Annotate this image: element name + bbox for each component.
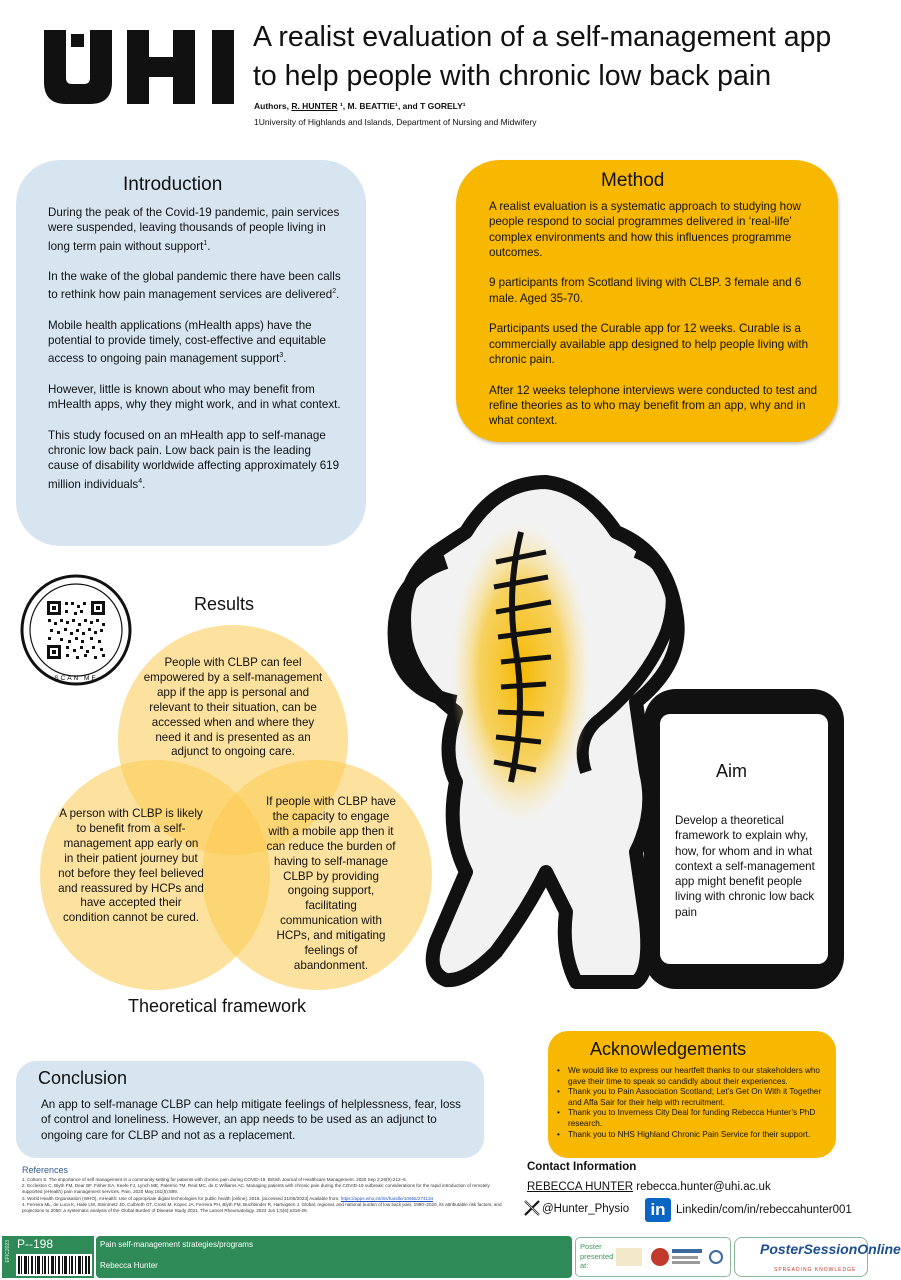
conclusion-panel [16,1061,484,1158]
method-paragraph-1: A realist evaluation is a systematic approach to studying how people respond to social programmes delivered in ‘real-life’ complex environments and how this influences programme outcomes. [489,200,801,259]
aim-title: Aim [716,761,747,781]
list-item: • We would like to express our heartfelt thanks to our stakeholders who gave their time to speak so candidly about their experiences. [554,1066,832,1087]
references-list [22,1177,510,1214]
barcode-icon [16,1254,92,1276]
list-item: • Thank you to NHS Highland Chronic Pain Service for their support. [554,1130,832,1141]
method-paragraph-4: After 12 weeks telephone interviews were conducted to test and refine theories as to who may benefit from an app, why and in what context. [489,383,818,428]
contact-name: REBECCA HUNTER [527,1181,634,1193]
affiliation: 1University of Highlands and Islands, Department of Nursing and Midwifery [254,117,537,127]
linkedin-icon: in [645,1198,671,1222]
reference-item: 2. Eccleston C, Blyth FM, Dear BF, Fisher EA, Keefe FJ, Lynch ME, Palermo TM, Reid MC, de C Williams AC. Managing patients with chronic pain during the COVID-19 outbreak: considerations for the rapid introduction of remotely supported (eHealth) pain management services. Pain. 2020 May;161(5):889. [22,1183,490,1195]
method-panel [456,160,838,442]
intro-paragraph-1: During the peak of the Covid-19 pandemic, pain services were suspended, leaving thousands of people living in long term pain without support$^1$. [48,206,340,253]
congress-logos [616,1244,726,1270]
aim-body: Develop a theoretical framework to explain why, how, for whom and in what context a self-management app might benefit people living with chronic low back pain [675,814,815,919]
title-line-2: to help people with chronic low back pain [253,60,772,92]
acknowledgements-title: Acknowledgements [590,1039,747,1059]
intro-paragraph-3: Mobile health applications (mHealth apps) have the potential to provide timely, cost-effective and equitable access to ongoing pain management support$^3$. [48,318,326,366]
reference-link[interactable]: https://apps.who.int/iris/handle/10665/274134 [340,1195,434,1201]
contact-line [527,1181,771,1193]
qr-label: SCAN ME [54,675,98,682]
acknowledgements-panel [548,1031,836,1158]
contact-title: Contact Information [527,1161,637,1173]
poster-session-online-tagline: SPREADING KNOWLEDGE [774,1267,857,1273]
efic-label: EFIC2023 [5,1240,11,1263]
conclusion-body: An app to self-manage CLBP can help mitigate feelings of helplessness, fear, loss of control and loneliness. However, an app needs to be used as an adjunct to ongoing care for CLBP and not as a replacement. [41,1098,461,1142]
method-paragraph-2: 9 participants from Scotland living with CLBP. 3 female and 6 male. Aged 35-70. [489,276,802,305]
presented-at-label: Poster presented at: [580,1242,614,1270]
contact-email[interactable]: rebecca.hunter@uhi.ac.uk [633,1181,771,1193]
results-title: Results [194,594,255,614]
venn-text-right: If people with CLBP have the capacity to engage with a mobile app then it can reduce the burden of having to self-manage CLBP by providing ongoing support, facilitating communication with HCPs, and mitigating feelings of abandonment. [266,795,396,972]
references-title: References [22,1165,69,1175]
reference-item: 1. Cottom S. The importance of self management in a community setting for patients with chronic pain during COVID-19. British Journal of Healthcare Management. 2020 Sep 2;26(9):212–6. [22,1177,407,1182]
footer-author: Rebecca Hunter [100,1261,158,1270]
footer-topic: Pain self-management strategies/programs [100,1240,253,1249]
poster-session-online-logo: PosterSessionOnline [760,1241,901,1257]
poster-code: P--198 [17,1237,54,1251]
reference-item: 3. World Health Organisation (WHO), mHealth: Use of appropriate digital technologies for public health [online]. 2018. [accessed 31/05/2023] Available from: https://apps.who.int/iris/handle/10665/274134 [22,1195,434,1201]
intro-paragraph-5: This study focused on an mHealth app to self-manage chronic low back pain. Low back pain is the leading cause of disability worldwide affecting approximately 619 million individuals$^4$. [48,428,340,491]
method-body [489,199,824,444]
authors [254,101,466,111]
venn-text-top: People with CLBP can feel empowered by a self-management app if the app is personal and relevant to their situation, can be accessed when and where they need it and is presented as an adjunct to ongoing care. [143,656,323,759]
introduction-body [48,205,344,507]
acknowledgements-list [554,1066,832,1140]
list-item: • Thank you to Pain Association Scotland; Let’s Get On With it Together and Affa Sair for their help with recruitment. [554,1087,832,1108]
method-paragraph-3: Participants used the Curable app for 12 weeks. Curable is a commercially available app designed to help people living with chronic pain. [489,322,809,366]
introduction-panel [16,160,366,546]
qr-code[interactable] [20,574,132,686]
venn-text-left: A person with CLBP is likely to benefit from a self-management app early on in their patient journey but not before they feel believed and reassured by HCPs and have accepted their condition cannot be cured. [58,807,204,925]
twitter-handle[interactable]: @Hunter_Physio [542,1203,630,1215]
title-line-1: A realist evaluation of a self-management app [253,21,832,53]
x-twitter-icon [524,1200,540,1216]
uhi-logo [44,30,234,104]
authors-prefix: Authors, [254,101,292,111]
theoretical-framework-title: Theoretical framework [128,996,307,1016]
method-title: Method [601,170,665,191]
reference-item: 4. Ferreira ML, de Luca K, Haile LM, Steinmetz JD, Culbreth GT, Cross M, Kopec JA, Ferreira PH, Blyth FM, Buchbinder R, Hartvigsen J. Global, regional, and national burden of low back pain, 1990–2020, its attributable risk factors, and projections to 2050: a systematic analysis of the Global Burden of Disease Study 2021. The Lancet Rheumatology. 2023 Jun 1;5(6):e316-29. [22,1201,502,1214]
intro-paragraph-4: However, little is known about who may benefit from mHealth apps, why they might work, and in what context. [48,382,341,412]
intro-paragraph-2: In the wake of the global pandemic there have been calls to rethink how pain management services are delivered$^2$. [48,270,341,302]
author-hunter: R. HUNTER [291,101,338,111]
poster-title [253,18,863,96]
list-item: • Thank you to Inverness City Deal for funding Rebecca Hunter’s PhD research. [554,1108,832,1129]
conclusion-title: Conclusion [38,1068,128,1088]
authors-rest: ¹, M. BEATTIE¹, and T GORELY¹ [337,101,466,111]
introduction-title: Introduction [123,174,223,195]
linkedin-url[interactable]: Linkedin/com/in/rebeccahunter001 [676,1204,852,1216]
